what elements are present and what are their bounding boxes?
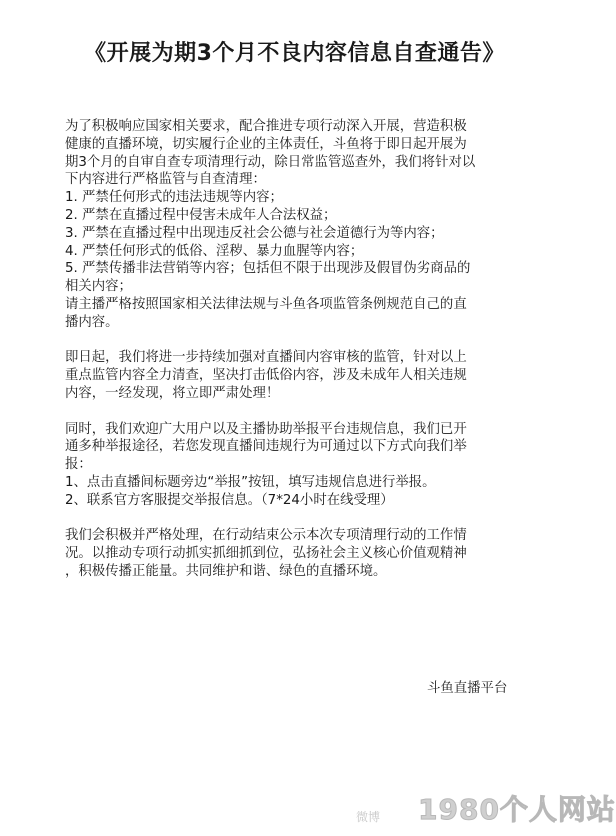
text-line: 内容，一经发现，将立即严肃处理！ <box>65 385 280 401</box>
text-line: 2. 严禁在直播过程中侵害未成年人合法权益； <box>65 207 337 223</box>
text-line: 下内容进行严格监管与自查清理： <box>65 172 266 188</box>
text-line: 我们会积极并严格处理，在行动结束公示本次专项清理行动的工作情 <box>65 528 467 544</box>
text-line: 重点监管内容全力清查，坚决打击低俗内容，涉及未成年人相关违规 <box>65 368 467 384</box>
text-line: ，积极传播正能量。共同维护和谐、绿色的直播环境。 <box>65 563 387 579</box>
text-line: 报： <box>65 457 92 473</box>
paragraph <box>65 118 527 332</box>
text-line: 2、联系官方客服提交举报信息。（7*24小时在线受理） <box>65 492 394 508</box>
text-line: 即日起，我们将进一步持续加强对直播间内容审核的监管，针对以上 <box>65 350 467 366</box>
text-line: 播内容。 <box>65 314 119 330</box>
paragraph <box>65 421 527 510</box>
text-line: 相关内容； <box>65 279 132 295</box>
text-line: 期3个月的自审自查专项清理行动，除日常监管巡查外，我们将针对以 <box>65 154 476 170</box>
watermark-site-name: 1980个人网站 <box>418 793 616 826</box>
watermark-weibo-label: 微博 <box>356 810 381 824</box>
text-line: 同时，我们欢迎广大用户以及主播协助举报平台违规信息，我们已开 <box>65 421 467 437</box>
text-line: 1. 严禁任何形式的违法违规等内容； <box>65 190 283 206</box>
text-line: 3. 严禁在直播过程中出现违反社会公德与社会道德行为等内容； <box>65 225 444 241</box>
text-line: 健康的直播环境，切实履行企业的主体责任，斗鱼将于即日起开展为 <box>65 136 467 152</box>
text-line: 5. 严禁传播非法营销等内容；包括但不限于出现涉及假冒伪劣商品的 <box>65 261 471 277</box>
text-line: 通多种举报途径，若您发现直播间违规行为可通过以下方式向我们举 <box>65 439 467 455</box>
text-line: 况。以推动专项行动抓实抓细抓到位，弘扬社会主义核心价值观精神 <box>65 546 467 562</box>
paragraph <box>65 527 527 580</box>
text-line: 请主播严格按照国家相关法律法规与斗鱼各项监管条例规范自己的直 <box>65 296 467 312</box>
text-line: 4. 严禁任何形式的低俗、淫秽、暴力血腥等内容； <box>65 243 364 259</box>
text-line: 为了积极响应国家相关要求，配合推进专项行动深入开展，营造积极 <box>65 119 467 134</box>
notice-title: 《开展为期3个月不良内容信息自查通告》 <box>84 41 505 66</box>
signature: 斗鱼直播平台 <box>427 681 508 696</box>
text-line: 1、点击直播间标题旁边“举报”按钮，填写违规信息进行举报。 <box>65 474 436 490</box>
notice-body <box>65 118 527 599</box>
paragraph <box>65 349 527 402</box>
